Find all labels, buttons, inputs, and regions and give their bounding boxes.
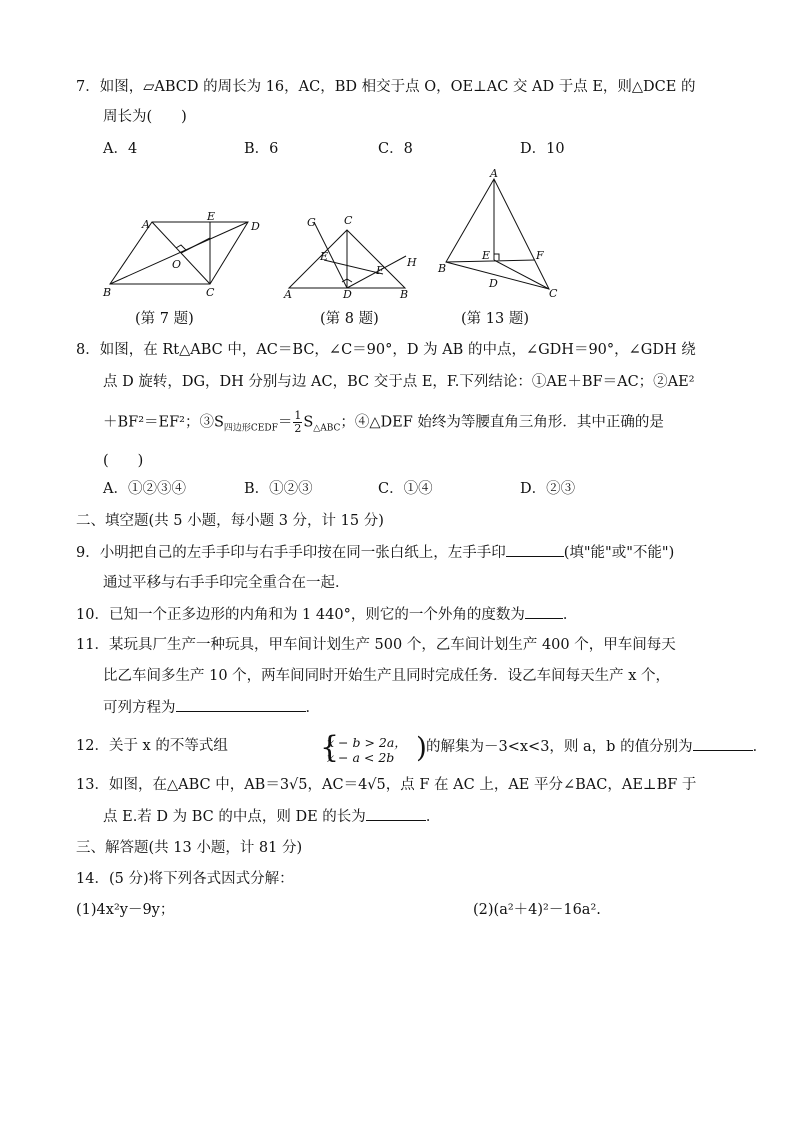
q8-s-symbol: S <box>303 414 314 431</box>
fig7-label-b: B <box>103 286 112 299</box>
q12-text-b: 的解集为－3<x<3，则 a，b 的值分别为 <box>426 739 693 755</box>
fig13-label-d: D <box>489 277 498 290</box>
q12-ineq-1: x − b > 2a， <box>327 735 407 750</box>
q12-line-rest <box>426 736 767 757</box>
section-2-heading: 二、填空题(共 5 小题，每小题 3 分，计 15 分) <box>76 513 384 529</box>
fig7-caption: (第 7 题) <box>135 311 194 327</box>
q7-option-a: A．4 <box>103 141 138 157</box>
q10-line <box>76 604 577 625</box>
fig13-label-f: F <box>536 249 544 262</box>
q7-line2: 周长为( ) <box>103 109 187 125</box>
q8-option-a: A．①②③④ <box>103 481 186 497</box>
fig8-label-a: A <box>284 288 292 301</box>
q12-end: ． <box>752 739 768 755</box>
q11-line2: 比乙车间多生产 10 个，两车间同时开始生产且同时完成任务．设乙车间每天生产 x 个， <box>103 668 671 684</box>
q8-option-d: D．②③ <box>520 481 576 497</box>
fig13-caption: (第 13 题) <box>461 311 529 327</box>
q10-text: 10．已知一个正多边形的内角和为 1 440°，则它的一个外角的度数为 <box>76 607 525 623</box>
q8-option-c: C．①④ <box>378 481 433 497</box>
q13-blank <box>366 806 426 821</box>
q8-fraction <box>293 410 302 435</box>
fig13-label-b: B <box>438 262 447 275</box>
q12-left-brace: { <box>320 730 340 765</box>
q10-end: ． <box>562 607 578 623</box>
fig8-label-b: B <box>400 288 409 301</box>
q10-blank <box>525 604 563 619</box>
fig7-label-a: A <box>142 218 150 231</box>
q7-option-c: C．8 <box>378 141 413 157</box>
q7-option-d: D．10 <box>520 141 565 157</box>
section-3-heading: 三、解答题(共 13 小题，计 81 分) <box>76 840 303 856</box>
q8-area-subscript: 四边形CEDF <box>223 423 278 434</box>
fig13-label-e: E <box>482 249 491 262</box>
q8-frac-den: 2 <box>294 422 302 435</box>
q12-ineq-2: x − a < 2b <box>327 750 395 765</box>
fig8-label-h: H <box>407 256 417 269</box>
q8-line4: ( ) <box>103 453 144 469</box>
q8-equals: ＝ <box>277 414 293 431</box>
fig8-label-f: F <box>376 264 384 277</box>
q9-line2: 通过平移与右手手印完全重合在一起． <box>103 575 350 591</box>
q8-line3 <box>103 410 664 438</box>
figure-8-triangle <box>280 210 425 302</box>
fig8-label-d: D <box>343 288 352 301</box>
fig7-label-e: E <box>207 210 216 223</box>
q12-right-bracket: ) <box>416 731 427 764</box>
q13-line1: 13．如图，在△ABC 中，AB＝3√5，AC＝4√5，点 F 在 AC 上，AE 平分∠BAC，AE⊥BF 于 <box>76 777 697 793</box>
q9-text-b: (填"能"或"不能") <box>563 545 675 561</box>
q14-part1: (1)4x²y－9y； <box>76 902 175 918</box>
fig13-label-a: A <box>490 167 498 180</box>
fig7-label-o: O <box>172 258 182 271</box>
fig8-label-e: E <box>320 250 329 263</box>
q13-text: 点 E.若 D 为 BC 的中点，则 DE 的长为 <box>103 809 366 825</box>
q11-line1: 11．某玩具厂生产一种玩具，甲车间计划生产 500 个，乙车间计划生产 400 个，甲车间每天 <box>76 637 676 653</box>
q11-end: ． <box>305 700 320 716</box>
fig7-label-c: C <box>206 286 215 299</box>
q9-blank <box>506 542 564 557</box>
q8-line1: 8．如图，在 Rt△ABC 中，AC＝BC，∠C＝90°，D 为 AB 的中点，∠GDH＝90°，∠GDH 绕 <box>76 342 696 358</box>
q12-inequality-system <box>327 735 407 765</box>
fig13-label-c: C <box>549 287 558 300</box>
fig8-label-g: G <box>307 216 316 229</box>
q8-frac-num: 1 <box>294 409 302 422</box>
q13-end: ． <box>425 809 441 825</box>
q13-line2 <box>103 806 440 827</box>
q12-text-a: 12．关于 x 的不等式组 <box>76 738 228 754</box>
q11-blank <box>176 697 306 712</box>
q7-line1: 7．如图，▱ABCD 的周长为 16，AC，BD 相交于点 O，OE⊥AC 交 AD 于点 E，则△DCE 的 <box>76 79 696 95</box>
figure-7-parallelogram <box>98 208 273 300</box>
q14-part2: (2)(a²＋4)²－16a². <box>473 902 601 918</box>
q14-line1: 14．(5 分)将下列各式因式分解： <box>76 871 294 887</box>
q11-line3 <box>103 697 320 718</box>
q8-triangle-subscript: △ABC <box>313 423 341 434</box>
q7-option-b: B．6 <box>244 141 279 157</box>
q12-blank <box>693 736 753 751</box>
fig8-caption: (第 8 题) <box>320 311 379 327</box>
figure-13-triangle <box>432 165 564 300</box>
fig7-label-d: D <box>251 220 260 233</box>
q9-line1 <box>76 542 674 563</box>
q8-line3-end: ；④△DEF 始终为等腰直角三角形．其中正确的是 <box>340 414 664 431</box>
q8-line3-start: ＋BF²＝EF²；③S <box>103 414 224 431</box>
q9-text-a: 9．小明把自己的左手手印与右手手印按在同一张白纸上，左手手印 <box>76 545 506 561</box>
q8-line2: 点 D 旋转，DG，DH 分别与边 AC，BC 交于点 E，F.下列结论：①AE＋BF＝AC；②AE² <box>103 374 695 390</box>
q11-text: 可列方程为 <box>103 700 176 716</box>
q8-option-b: B．①②③ <box>244 481 313 497</box>
fig8-label-c: C <box>344 214 353 227</box>
